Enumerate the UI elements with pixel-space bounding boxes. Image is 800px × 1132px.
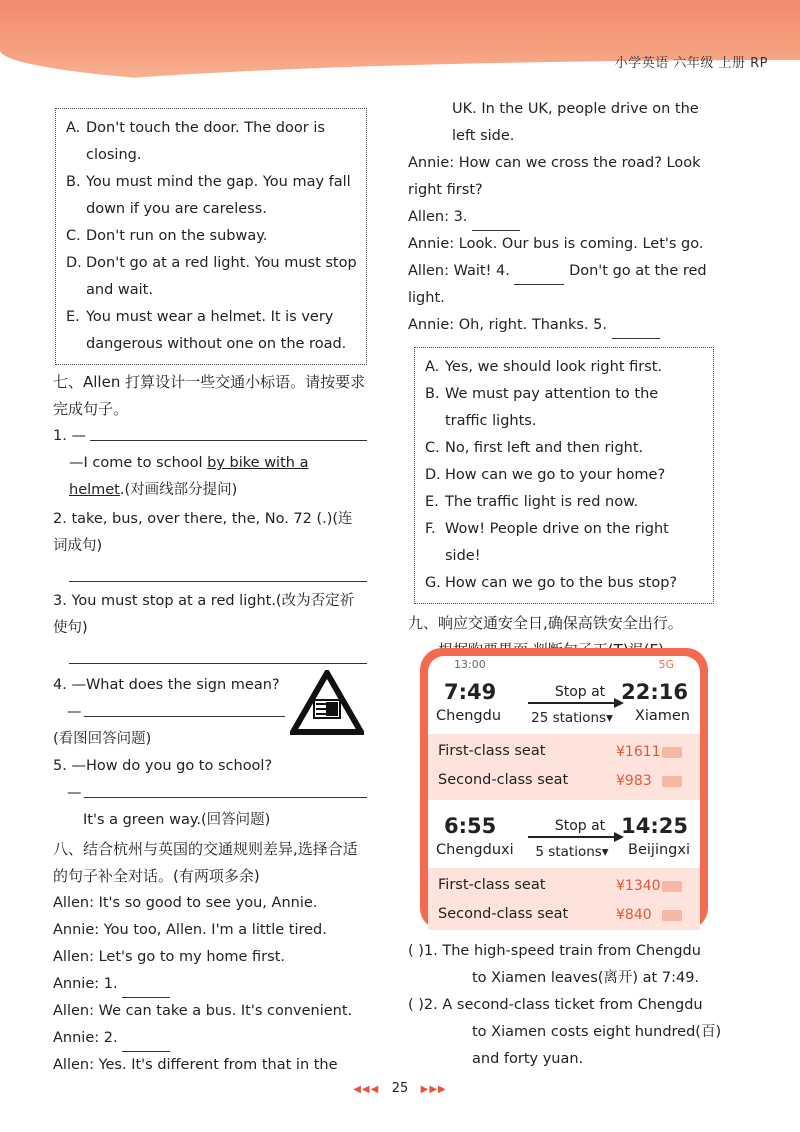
dialogue-line: Allen: Yes. It's different from that in the: [53, 1057, 338, 1073]
section-9-questions: [408, 938, 728, 1073]
q7-4-answer: —: [53, 699, 285, 726]
right-arrows-icon: ▶▶▶: [420, 1084, 447, 1095]
dialogue-line: Annie: 2.: [53, 1025, 367, 1052]
option-c: C. No, first left and then right.: [425, 440, 644, 456]
answer-blank[interactable]: [122, 1034, 170, 1052]
q9-1-cont: to Xiamen leaves(离开) at 7:49.: [472, 970, 700, 986]
dialogue-line: Allen: Let's go to my home first.: [53, 949, 285, 965]
book-button[interactable]: [662, 881, 682, 892]
answer-blank[interactable]: [122, 980, 170, 998]
seat-row[interactable]: First-class seat ¥1340: [428, 872, 700, 901]
answer-blank[interactable]: [612, 321, 660, 339]
q9-2-cont: to Xiamen costs eight hundred(百): [472, 1024, 722, 1040]
seat-row[interactable]: First-class seat ¥1611: [428, 738, 700, 767]
warning-sign-icon: [290, 670, 364, 736]
train-trip[interactable]: 6:55 Stop at 14:25 Chengduxi 5 stations▾ Beijingxi: [436, 814, 690, 860]
dialogue-line: UK. In the UK, people drive on the left side.: [452, 101, 699, 144]
option-b: B. You must mind the gap. You may fall down if you are careless.: [66, 174, 351, 217]
q7-2: 2. take, bus, over there, the, No. 72 (.)(连词成句): [53, 511, 353, 554]
option-box-1: [55, 108, 367, 365]
dialogue-line: Annie: 1.: [53, 971, 367, 998]
option-a: A. Don't touch the door. The door is closing.: [66, 120, 325, 163]
seat-row[interactable]: Second-class seat ¥983: [428, 767, 700, 796]
book-button[interactable]: [662, 910, 682, 921]
option-g: G. How can we go to the bus stop?: [425, 575, 678, 591]
arrow-icon: [528, 702, 622, 704]
book-button[interactable]: [662, 776, 682, 787]
book-button[interactable]: [662, 747, 682, 758]
q9-2-cont: and forty yuan.: [472, 1051, 584, 1067]
q7-4: 4. —What does the sign mean?: [53, 677, 280, 693]
option-a: A. Yes, we should look right first.: [425, 359, 663, 375]
option-f: F. Wow! People drive on the right side!: [425, 521, 669, 564]
q9-1: ( )1. The high-speed train from Chengdu: [408, 943, 701, 959]
stations-dropdown[interactable]: 5 stations▾: [535, 844, 609, 860]
answer-line[interactable]: [69, 560, 367, 582]
train-trip[interactable]: 7:49 Stop at 22:16 Chengdu 25 stations▾ Xiamen: [436, 680, 690, 726]
seat-row[interactable]: Second-class seat ¥840: [428, 901, 700, 930]
option-c: C. Don't run on the subway.: [66, 228, 268, 244]
dialogue-line: Annie: Look. Our bus is coming. Let's go.: [408, 236, 704, 252]
dialogue-line: Allen: Wait! 4. Don't go at the red light.: [408, 263, 707, 306]
section-7-title: 七、Allen 打算设计一些交通小标语。请按要求完成句子。: [53, 373, 366, 418]
stations-dropdown[interactable]: 25 stations▾: [531, 710, 613, 726]
q7-5: 5. —How do you go to school?: [53, 758, 273, 774]
left-arrows-icon: ◀◀◀: [353, 1084, 380, 1095]
seat-list: [428, 868, 700, 930]
ticket-phone: [420, 648, 708, 930]
series-label: 小学英语 六年级 上册 RP: [614, 56, 768, 71]
option-d: D. Don't go at a red light. You must stop and wait.: [66, 255, 357, 298]
section-9-title: 九、响应交通安全日,确保高铁安全出行。: [408, 614, 683, 632]
q9-2: ( )2. A second-class ticket from Chengdu: [408, 997, 703, 1013]
seat-list: [428, 734, 700, 800]
right-column: [408, 96, 720, 664]
option-e: E. The traffic light is red now.: [425, 494, 639, 510]
dialogue-line: Annie: How can we cross the road? Look right first?: [408, 155, 701, 198]
page-number: ◀◀◀ 25 ▶▶▶: [353, 1081, 447, 1096]
left-column: [55, 100, 367, 1079]
dialogue-line: Annie: Oh, right. Thanks. 5.: [408, 312, 720, 339]
answer-blank[interactable]: [90, 423, 367, 441]
option-e: E. You must wear a helmet. It is very dangerous without one on the road.: [66, 309, 347, 352]
q7-3: 3. You must stop at a red light.(改为否定祈使句): [53, 593, 355, 636]
answer-blank[interactable]: [84, 780, 368, 798]
clock: 13:00: [454, 658, 486, 671]
q7-1-stem: —I come to school by bike with a helmet.(对画线部分提问): [69, 455, 309, 498]
answer-blank[interactable]: [84, 699, 286, 717]
status-bar: [428, 656, 700, 674]
option-d: D. How can we go to your home?: [425, 467, 666, 483]
dialogue-line: Allen: 3.: [408, 204, 720, 231]
dialogue-line: Allen: We can take a bus. It's convenient.: [53, 1003, 353, 1019]
signal-icon: 5G: [658, 658, 674, 671]
answer-line[interactable]: [69, 642, 367, 664]
option-box-2: [414, 347, 714, 604]
q7-4-note: (看图回答问题): [53, 731, 152, 747]
option-b: B. We must pay attention to the traffic lights.: [425, 386, 659, 429]
dialogue-line: Allen: It's so good to see you, Annie.: [53, 895, 318, 911]
arrow-icon: [528, 836, 622, 838]
q7-5-end: It's a green way.(回答问题): [83, 812, 271, 828]
section-8-title: 八、结合杭州与英国的交通规则差异,选择合适的句子补全对话。(有两项多余): [53, 840, 358, 885]
answer-blank[interactable]: [514, 267, 564, 285]
q7-1: 1. —: [53, 423, 367, 450]
q7-5-answer: —: [53, 780, 367, 807]
dialogue-line: Annie: You too, Allen. I'm a little tired.: [53, 922, 327, 938]
answer-blank[interactable]: [472, 213, 520, 231]
